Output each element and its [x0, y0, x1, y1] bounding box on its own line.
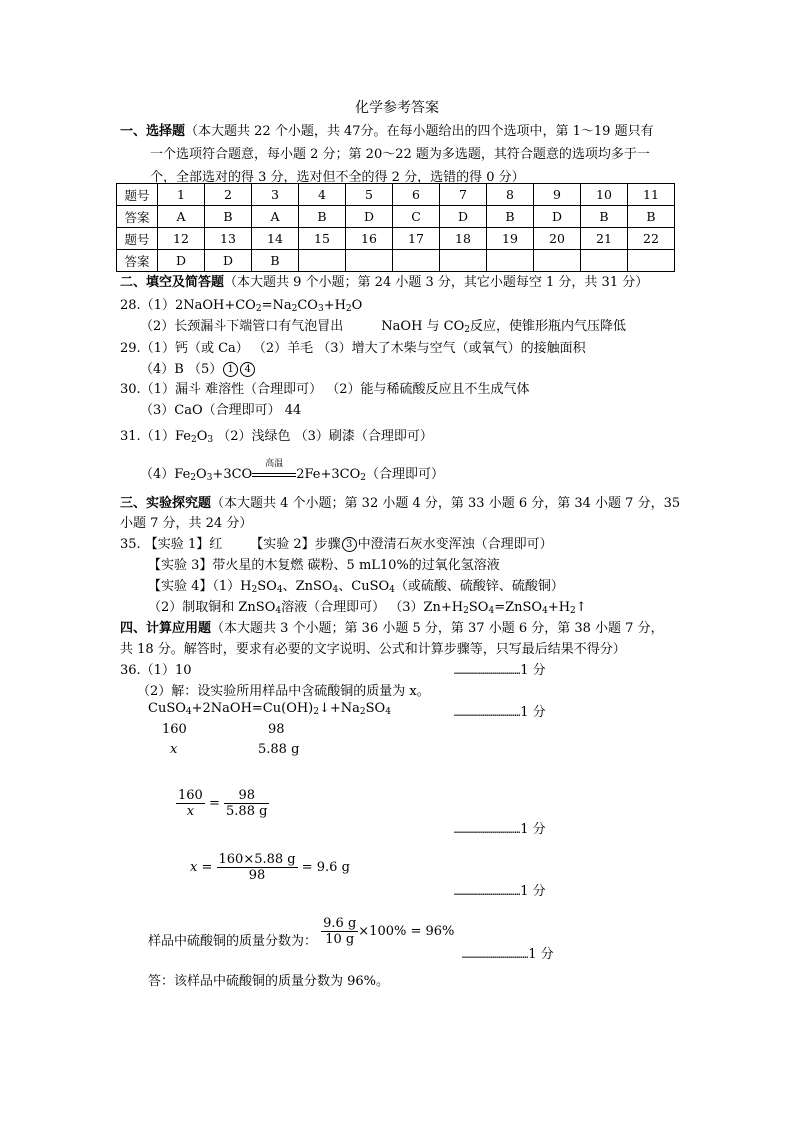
table-cell: 5	[346, 184, 393, 206]
reaction-condition-arrow: 高温	[252, 468, 296, 482]
q35-line4: （2）制取铜和 ZnSO$_4$溶液（合理即可） $(3)Zn+H_2SO_4=ZnSO_4+H_2↑$	[148, 600, 587, 616]
q29-line2: （4）B （5） 1 4	[140, 358, 256, 377]
q35-line1: 35. 【实验 1】红 【实验 2】步骤 3 中澄清石灰水变浑浊（合理即可）	[120, 537, 553, 552]
table-cell: B	[205, 206, 252, 228]
q31-line1: $31.(1)Fe_2O_3$ （2）浅绿色 （3）刷漆（合理即可）	[120, 429, 433, 445]
table-cell	[440, 250, 487, 272]
table-cell: A	[252, 206, 299, 228]
section-1-line1	[120, 120, 654, 139]
section-2-desc: （本大题共 9 个小题；第 24 小题 3 分，其它小题每空 1 分，共 31 分）	[224, 275, 649, 290]
circled-number-3: 3	[342, 537, 357, 552]
section-3-line2: 小题 7 分，共 24 分）	[120, 516, 253, 531]
section-1-heading: 一、选择题	[120, 124, 186, 139]
table-row-label: 答案	[117, 206, 158, 228]
table-cell	[534, 250, 581, 272]
table-cell: 18	[440, 228, 487, 250]
table-cell: B	[487, 206, 534, 228]
table-cell: 11	[628, 184, 675, 206]
table-cell: 12	[158, 228, 205, 250]
table-row	[117, 250, 675, 272]
table-row-label: 题号	[117, 184, 158, 206]
score-line: ……………………………1 分	[454, 884, 546, 899]
table-cell	[581, 250, 628, 272]
table-cell: 20	[534, 228, 581, 250]
table-cell: D	[440, 206, 487, 228]
q36-part2: （2）解：设实验所用样品中含硫酸铜的质量为 x。	[137, 684, 430, 699]
table-cell: B	[581, 206, 628, 228]
table-cell: 16	[346, 228, 393, 250]
section-2-heading: 二、填空及简答题	[120, 275, 225, 290]
section-3-desc: （本大题共 4 个小题；第 32 小题 4 分，第 33 小题 6 分，第 34 小题 7 分，35	[211, 496, 681, 511]
section-1-line3: 个，全部选对的得 3 分，选对但不全的得 2 分，选错的得 0 分）	[150, 170, 525, 185]
table-cell: A	[158, 206, 205, 228]
table-cell: 21	[581, 228, 628, 250]
section-4-line2: 共 18 分。解答时，要求有必要的文字说明、公式和计算步骤等，只写最后结果不得分）	[120, 642, 626, 657]
table-row	[117, 228, 675, 250]
table-cell: 7	[440, 184, 487, 206]
section-4-line1	[120, 617, 664, 636]
section-2-line	[120, 271, 648, 290]
section-1-line2: 一个选项符合题意，每小题 2 分；第 20～22 题为多选题，其符合题意的选项均多于一	[150, 147, 650, 162]
section-3-line1	[120, 492, 680, 511]
variable-x: x	[170, 742, 178, 757]
chem-equation: $CuSO_4+2NaOH=Cu(OH)_2↓+Na_2SO_4$	[148, 701, 391, 717]
table-cell: 9	[534, 184, 581, 206]
final-answer: 答：该样品中硫酸铜的质量分数为 96%。	[148, 974, 390, 989]
table-cell	[628, 250, 675, 272]
table-cell: 15	[299, 228, 346, 250]
table-row	[117, 184, 675, 206]
score-line: ……………………………1 分	[454, 705, 546, 720]
table-cell: 1	[158, 184, 205, 206]
proportion-equation: $\frac{160}{x}$ = $\frac{98}{5.88 g}$	[178, 788, 268, 819]
score-line: ……………………………1 分	[454, 822, 546, 837]
table-cell	[346, 250, 393, 272]
table-cell: B	[252, 250, 299, 272]
q31-line2: $(4)Fe_2O_3+3CO$ 高温 $2Fe+3CO_2$（合理即可）	[140, 458, 444, 483]
table-row-label: 答案	[117, 250, 158, 272]
table-cell: 8	[487, 184, 534, 206]
table-cell: 22	[628, 228, 675, 250]
table-cell	[299, 250, 346, 272]
table-cell: B	[299, 206, 346, 228]
table-cell: D	[205, 250, 252, 272]
table-row	[117, 206, 675, 228]
table-cell: 4	[299, 184, 346, 206]
score-line: ……………………………1 分	[454, 663, 546, 678]
section-4-heading: 四、计算应用题	[120, 621, 212, 636]
mass-fraction-line: 样品中硫酸铜的质量分数为： $\frac{9.6 g}{10 g}$ ×100% = 96%	[148, 916, 455, 949]
page-title: 化学参考答案	[355, 100, 439, 116]
q36-part1: 36.（1）10	[120, 663, 192, 678]
section-3-heading: 三、实验探究题	[120, 496, 212, 511]
table-cell: 2	[205, 184, 252, 206]
mass-value: 5.88 g	[258, 742, 300, 757]
q28-line2: （2）长颈漏斗下端管口有气泡冒出 NaOH 与 $CO_2$反应，使锥形瓶内气压降低	[140, 319, 627, 335]
molar-mass-cuso4: 160	[162, 722, 187, 737]
table-cell: 6	[393, 184, 440, 206]
circled-number-4: 4	[240, 362, 255, 377]
q30-line2: （3）CaO（合理即可） 44	[140, 403, 302, 418]
table-cell: 17	[393, 228, 440, 250]
q35-line2: 【实验 3】带火星的木复燃 碳粉、5 mL10%的过氧化氢溶液	[148, 558, 500, 573]
q35-line3: 【实验 4】$(1)H_2SO_4$、ZnSO$_4$、CuSO$_4$（或硫酸、硫酸锌、硫酸铜）	[148, 579, 564, 595]
q29-line1: 29.（1）钙（或 Ca） （2）羊毛 （3）增大了木柴与空气（或氧气）的接触面积	[120, 341, 586, 356]
table-cell: 13	[205, 228, 252, 250]
section-4-desc: （本大题共 3 个小题；第 36 小题 5 分，第 37 小题 6 分，第 38 小题 7 分，	[211, 621, 664, 636]
table-cell: 19	[487, 228, 534, 250]
solve-x-equation: x = $\frac{160\times 5.88 g}{98}$ = 9.6 g	[190, 852, 350, 883]
table-cell: B	[628, 206, 675, 228]
table-cell: 3	[252, 184, 299, 206]
table-cell: C	[393, 206, 440, 228]
circled-number-1: 1	[223, 362, 238, 377]
table-cell: D	[346, 206, 393, 228]
table-cell: 14	[252, 228, 299, 250]
table-cell	[393, 250, 440, 272]
table-cell: D	[534, 206, 581, 228]
molar-mass-cuoh2: 98	[268, 722, 285, 737]
table-cell: 10	[581, 184, 628, 206]
q28-line1: $28.(1)2NaOH+CO_2=Na_2CO_3+H_2O$	[120, 298, 363, 314]
table-cell: D	[158, 250, 205, 272]
answer-table	[116, 183, 675, 272]
table-row-label: 题号	[117, 228, 158, 250]
table-cell	[487, 250, 534, 272]
score-line: ……………………………1 分	[462, 947, 554, 962]
q30-line1: 30.（1）漏斗 难溶性（合理即可） （2）能与稀硫酸反应且不生成气体	[120, 382, 530, 397]
section-1-desc: （本大题共 22 个小题，共 47分。在每小题给出的四个选项中，第 1～19 题只有	[185, 124, 654, 139]
